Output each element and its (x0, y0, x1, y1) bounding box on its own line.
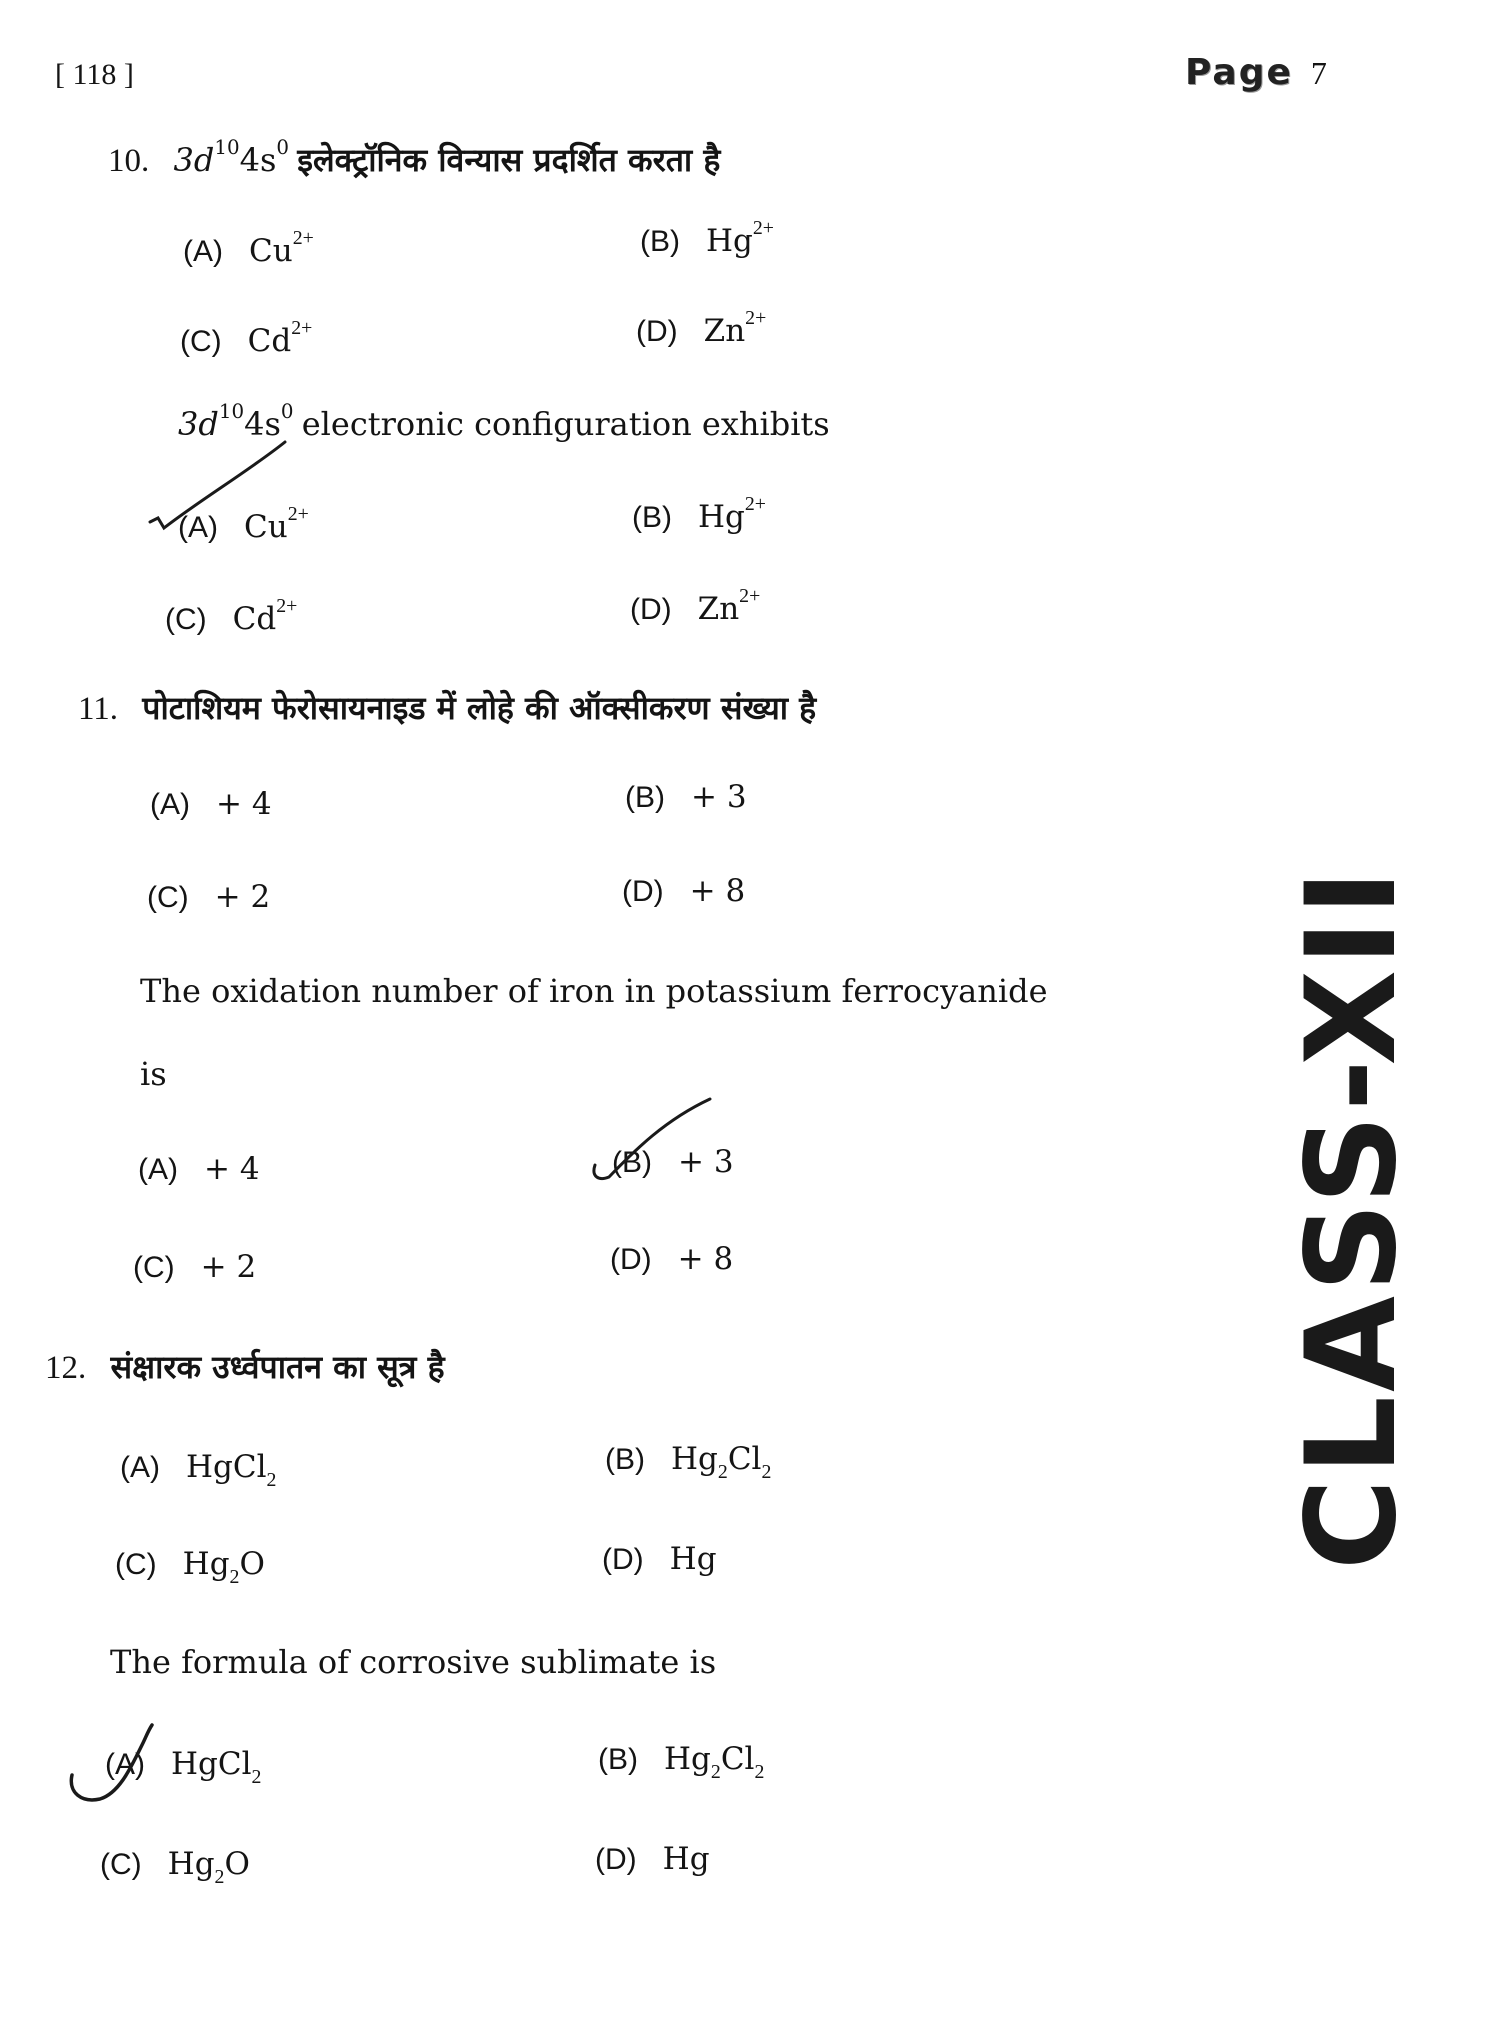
q11-en-option-d[interactable]: (D) + 8 (610, 1241, 734, 1277)
question-number: 11. (78, 691, 119, 727)
q12-en-option-d[interactable]: (D) Hg (595, 1841, 710, 1877)
question-text: इलेक्ट्रॉनिक विन्यास प्रदर्शित करता है (297, 141, 721, 179)
q11-hi-option-d[interactable]: (D) + 8 (622, 873, 746, 909)
question-number: 12. (45, 1350, 87, 1386)
config-formula: $3d^{10}4s^0$ (173, 136, 289, 179)
question-11-english-line1: The oxidation number of iron in potassium ferrocyanide (140, 972, 1048, 1010)
page-number: 7 (1310, 55, 1329, 91)
page-reference: [ 118 ] (55, 58, 134, 91)
question-10-hindi (108, 138, 720, 181)
q10-hi-option-c[interactable]: (C) $Cd^{2+}$ (180, 317, 313, 359)
page-word: Page (1185, 52, 1293, 93)
question-text: संक्षारक उर्ध्वपातन का सूत्र है (110, 1348, 445, 1386)
question-text: electronic configuration exhibits (301, 405, 830, 443)
q10-hi-option-b[interactable]: (B) $Hg^{2+}$ (640, 217, 774, 259)
question-11-english-line2: is (140, 1055, 167, 1093)
question-12-english: The formula of corrosive sublimate is (110, 1643, 717, 1681)
q10-hi-option-d[interactable]: (D) $Zn^{2+}$ (636, 307, 767, 349)
q12-en-option-c[interactable]: (C) $Hg_2O$ (100, 1846, 250, 1888)
q10-en-option-d[interactable]: (D) $Zn^{2+}$ (630, 585, 761, 627)
q11-en-option-c[interactable]: (C) + 2 (133, 1249, 257, 1285)
q11-hi-option-c[interactable]: (C) + 2 (147, 879, 271, 915)
q12-en-option-b[interactable]: (B) $Hg_2Cl_2$ (598, 1741, 765, 1783)
q11-en-option-a[interactable]: (A) + 4 (138, 1151, 260, 1187)
q12-hi-option-c[interactable]: (C) $Hg_2O$ (115, 1546, 265, 1588)
question-10-english (178, 400, 830, 444)
q12-hi-option-d[interactable]: (D) Hg (602, 1541, 717, 1577)
class-banner: CLASS-XII (1280, 865, 1424, 1570)
question-11-hindi (78, 686, 816, 729)
question-number: 10. (108, 143, 150, 179)
question-text: पोटाशियम फेरोसायनाइड में लोहे की ऑक्सीकरण संख्या है (142, 689, 817, 727)
q11-en-option-b[interactable]: (B) + 3 (612, 1144, 734, 1180)
config-formula: $3d^{10}4s^0$ (178, 400, 294, 443)
q12-hi-option-a[interactable]: (A) HgCl$_2$ (120, 1449, 277, 1491)
q10-en-option-a[interactable]: (A) $Cu^{2+}$ (178, 503, 309, 545)
q10-en-option-b[interactable]: (B) $Hg^{2+}$ (632, 493, 766, 535)
q12-hi-option-b[interactable]: (B) $Hg_2Cl_2$ (605, 1441, 772, 1483)
question-12-hindi (45, 1345, 445, 1388)
q11-hi-option-a[interactable]: (A) + 4 (150, 786, 272, 822)
q10-hi-option-a[interactable]: (A) $Cu^{2+}$ (183, 227, 314, 269)
q11-hi-option-b[interactable]: (B) + 3 (625, 779, 747, 815)
q12-en-option-a[interactable]: (A) HgCl$_2$ (105, 1746, 262, 1788)
page-indicator (1185, 52, 1329, 93)
q10-en-option-c[interactable]: (C) $Cd^{2+}$ (165, 595, 298, 637)
